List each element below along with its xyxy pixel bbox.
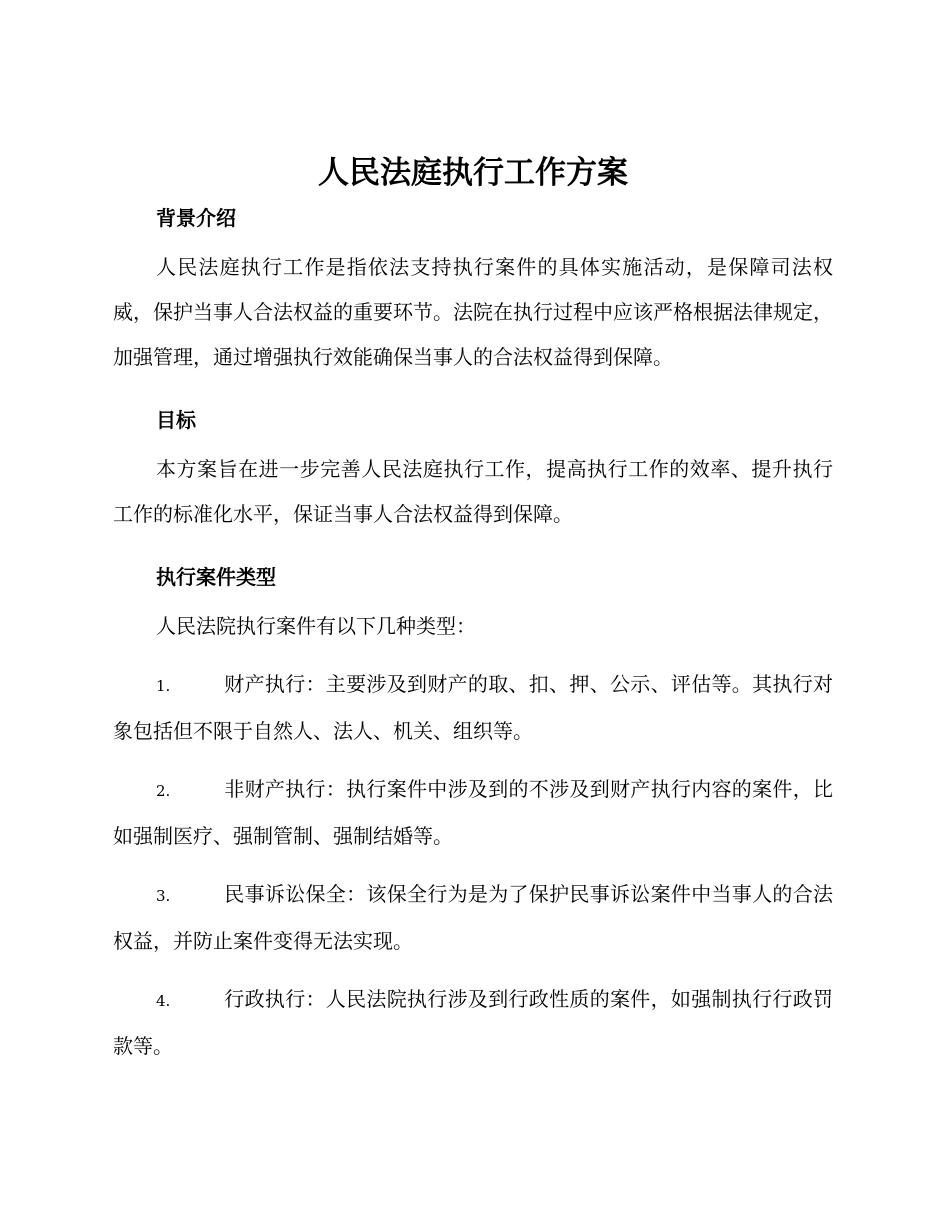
background-paragraph: 人民法庭执行工作是指依法支持执行案件的具体实施活动，是保障司法权威，保护当事人合法权益的重要环节。法院在执行过程中应该严格根据法律规定，加强管理，通过增强执行效能确保当事人的合法权益得到保障。 [113, 255, 833, 369]
section-heading-background: 背景介绍 [156, 206, 236, 230]
document-body [113, 150, 833, 1069]
list-item [113, 872, 833, 964]
list-item-text: 行政执行：人民法院执行涉及到行政性质的案件，如强制执行行政罚款等。 [113, 987, 833, 1058]
list-item-text: 民事诉讼保全：该保全行为是为了保护民事诉讼案件中当事人的合法权益，并防止案件变得无法实现。 [113, 882, 833, 953]
list-item-number: 3. [156, 887, 171, 905]
list-item-text: 非财产执行：执行案件中涉及到的不涉及到财产执行内容的案件，比如强制医疗、强制管制、强制结婚等。 [113, 777, 833, 848]
document-title: 人民法庭执行工作方案 [318, 155, 628, 191]
list-item-number: 1. [156, 677, 171, 695]
goal-paragraph: 本方案旨在进一步完善人民法庭执行工作，提高执行工作的效率、提升执行工作的标准化水平，保证当事人合法权益得到保障。 [113, 457, 833, 526]
list-item-number: 2. [156, 782, 171, 800]
list-item [113, 767, 833, 859]
list-item-number: 4. [156, 992, 171, 1010]
list-item [113, 977, 833, 1069]
section-heading-case-types: 执行案件类型 [156, 565, 276, 589]
list-item-text: 财产执行：主要涉及到财产的取、扣、押、公示、评估等。其执行对象包括但不限于自然人、法人、机关、组织等。 [113, 672, 833, 743]
list-item [113, 662, 833, 754]
case-types-list [113, 662, 833, 1069]
section-heading-goal: 目标 [156, 408, 196, 432]
case-types-intro: 人民法院执行案件有以下几种类型： [156, 614, 476, 638]
